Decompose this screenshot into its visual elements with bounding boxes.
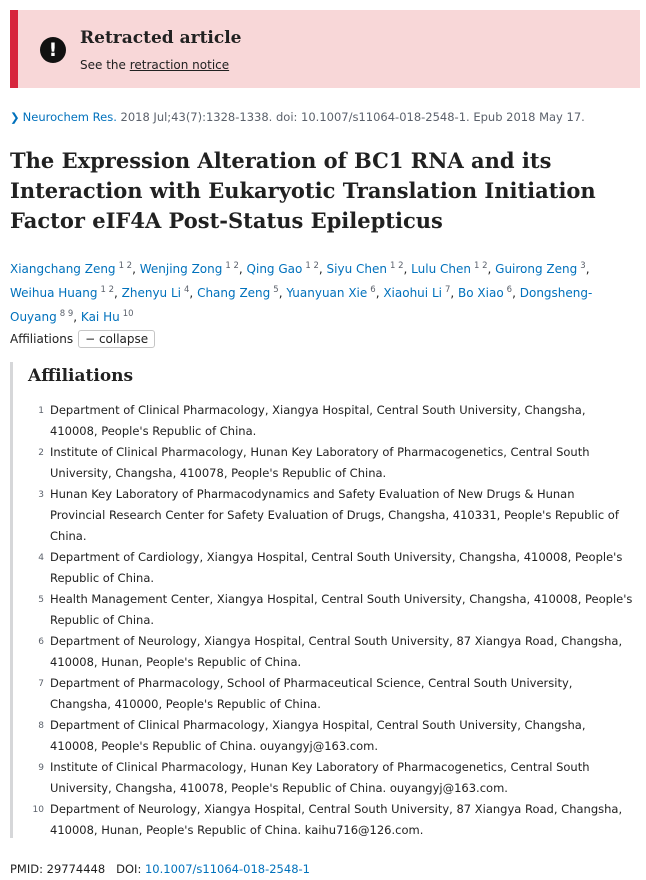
affiliation-text: Department of Clinical Pharmacology, Xiangya Hospital, Central South University, Changsha, 410008, People's Republic of China. ouyangyj@163.com.: [50, 718, 586, 753]
author-link[interactable]: Qing Gao: [246, 262, 303, 276]
author-separator: ,: [512, 286, 520, 300]
pmid: PMID: 29774448: [10, 862, 106, 876]
author-affiliation-ref[interactable]: 1 2: [118, 261, 133, 271]
author-affiliation-ref[interactable]: 3: [580, 261, 586, 271]
author-separator: ,: [238, 262, 247, 276]
author-separator: ,: [403, 262, 412, 276]
affiliation-text: Department of Neurology, Xiangya Hospital, Central South University, 87 Xiangya Road, Changsha, 410008, Hunan, People's Republic of China. kaihu716@126.com.: [50, 802, 623, 837]
affiliation-number: 10: [32, 805, 44, 815]
author-separator: ,: [132, 262, 140, 276]
affiliation-number: 6: [38, 637, 44, 647]
author-link[interactable]: Kai Hu: [80, 310, 120, 324]
author-separator: ,: [487, 262, 496, 276]
affiliation-item: [28, 715, 633, 757]
author-affiliation-ref[interactable]: 7: [444, 285, 451, 295]
affiliation-text: Institute of Clinical Pharmacology, Hunan Key Laboratory of Pharmacogenetics, Central South University, Changsha, 410078, People's Republic of China. ouyangyj@163.com.: [50, 760, 590, 795]
affiliation-text: Institute of Clinical Pharmacology, Hunan Key Laboratory of Pharmacogenetics, Central South University, Changsha, 410078, People's Republic of China.: [50, 445, 590, 480]
affiliation-item: [28, 547, 633, 589]
affiliations-heading: Affiliations: [28, 366, 134, 386]
author-affiliation-ref[interactable]: 1 2: [389, 261, 404, 271]
author-link[interactable]: Xiangchang Zeng: [10, 262, 116, 276]
author-link[interactable]: Xiaohui Li: [383, 286, 442, 300]
author-affiliation-ref[interactable]: 5: [273, 285, 279, 295]
citation-details: 2018 Jul;43(7):1328-1338. doi: 10.1007/s11064-018-2548-1. Epub 2018 May 17.: [116, 110, 585, 124]
affiliations-panel: [10, 362, 638, 838]
affiliation-number: 1: [38, 406, 44, 416]
affiliation-item: [28, 400, 633, 442]
author-affiliation-ref[interactable]: 1 2: [473, 261, 488, 271]
author-list: [10, 256, 635, 328]
affiliation-number: 7: [38, 679, 44, 689]
author-affiliation-ref[interactable]: 10: [122, 309, 134, 319]
affiliation-item: [28, 589, 633, 631]
author-link[interactable]: Bo Xiao: [458, 286, 504, 300]
identifiers: [10, 862, 310, 876]
doi-label: DOI:: [116, 862, 142, 876]
doi-link[interactable]: 10.1007/s11064-018-2548-1: [144, 862, 310, 876]
affiliation-number: 2: [38, 448, 44, 458]
affiliation-text: Department of Pharmacology, School of Pharmaceutical Science, Central South University, Changsha, 410000, People's Republic of China.: [50, 676, 573, 711]
author-affiliation-ref[interactable]: 1 2: [305, 261, 319, 271]
exclamation-icon: !: [40, 37, 66, 63]
author-link[interactable]: Wenjing Zong: [139, 262, 223, 276]
citation-line: [10, 110, 585, 124]
author-link[interactable]: Lulu Chen: [411, 262, 471, 276]
author-separator: ,: [73, 310, 81, 324]
author-separator: ,: [114, 286, 122, 300]
author-separator: ,: [375, 286, 384, 300]
author-affiliation-ref[interactable]: 6: [370, 285, 376, 295]
affiliation-item: [28, 442, 633, 484]
author-affiliation-ref[interactable]: 6: [506, 285, 513, 295]
author-link[interactable]: Yuanyuan Xie: [286, 286, 368, 300]
affiliations-list: [28, 400, 633, 841]
author-link[interactable]: Guirong Zeng: [495, 262, 578, 276]
author-link[interactable]: Siyu Chen: [326, 262, 387, 276]
author-link[interactable]: Dongsheng-Ouyang: [10, 286, 593, 324]
affiliation-number: 3: [38, 490, 44, 500]
affiliation-text: Department of Clinical Pharmacology, Xiangya Hospital, Central South University, Changsha, 410008, People's Republic of China.: [50, 403, 586, 438]
retraction-notice-link[interactable]: retraction notice: [129, 58, 230, 72]
affiliation-item: [28, 673, 633, 715]
retraction-banner: [10, 10, 640, 88]
affiliation-item: [28, 484, 633, 547]
author-link[interactable]: Zhenyu Li: [121, 286, 181, 300]
author-affiliation-ref[interactable]: 4: [184, 285, 190, 295]
author-link[interactable]: Weihua Huang: [10, 286, 98, 300]
author-separator: ,: [189, 286, 198, 300]
affiliation-text: Department of Cardiology, Xiangya Hospital, Central South University, Changsha, 410008, People's Republic of China.: [50, 550, 623, 585]
affiliation-text: Department of Neurology, Xiangya Hospital, Central South University, 87 Xiangya Road, Changsha, 410008, Hunan, People's Republic of China.: [50, 634, 623, 669]
author-affiliation-ref[interactable]: 1 2: [225, 261, 239, 271]
affiliation-item: [28, 631, 633, 673]
author-separator: ,: [278, 286, 287, 300]
journal-link[interactable]: Neurochem Res.: [22, 110, 117, 124]
retraction-sub-prefix: See the: [80, 58, 130, 72]
affiliation-number: 5: [38, 595, 44, 605]
author-link[interactable]: Chang Zeng: [197, 286, 271, 300]
retraction-title: Retracted article: [80, 28, 242, 48]
collapse-button[interactable]: − collapse: [78, 330, 155, 348]
article-title: The Expression Alteration of BC1 RNA and its Interaction with Eukaryotic Translation Initiation Factor eIF4A Post-Status Epilepticus: [10, 148, 596, 233]
chevron-right-icon: ❯: [10, 110, 20, 124]
retraction-subtext: [80, 58, 229, 72]
affiliation-number: 4: [38, 553, 44, 563]
affiliation-number: 9: [38, 763, 44, 773]
author-affiliation-ref[interactable]: 8 9: [59, 309, 74, 319]
affiliation-item: [28, 757, 633, 799]
affiliation-number: 8: [38, 721, 44, 731]
author-separator: ,: [585, 262, 590, 276]
affiliations-toggle: [10, 330, 155, 348]
affiliation-text: Health Management Center, Xiangya Hospital, Central South University, Changsha, 410008, People's Republic of China.: [50, 592, 633, 627]
affiliations-toggle-label: Affiliations: [10, 332, 74, 346]
author-separator: ,: [318, 262, 327, 276]
affiliation-item: [28, 799, 633, 841]
author-separator: ,: [450, 286, 459, 300]
affiliation-text: Hunan Key Laboratory of Pharmacodynamics and Safety Evaluation of New Drugs & Hunan Provincial Research Center for Safety Evaluation of Drugs, Changsha, 410331, People's Republic of China.: [50, 487, 619, 543]
author-affiliation-ref[interactable]: 1 2: [100, 285, 114, 295]
